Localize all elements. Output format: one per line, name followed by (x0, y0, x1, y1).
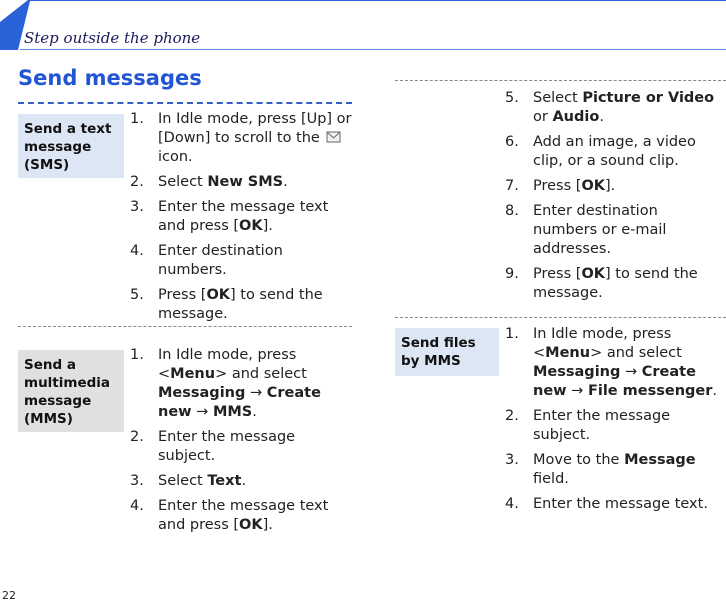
divider (18, 102, 352, 104)
list-item: 2. Enter the message subject. (130, 429, 296, 464)
page-number: 22 (2, 589, 16, 602)
list-item: 1. In Idle mode, press <Menu> and select Messaging → Create new → File messenger. (505, 326, 718, 399)
list-item: 5. Press [OK] to send the message. (130, 287, 323, 322)
mms-section-label: Send a multimedia message (MMS) (18, 350, 124, 432)
sms-section-label: Send a text message (SMS) (18, 114, 124, 178)
message-envelope-icon (326, 130, 342, 144)
list-item: 3. Move to the Message field. (505, 452, 696, 487)
mms-steps-continued (505, 89, 721, 309)
page-title: Send messages (18, 66, 202, 90)
sms-steps (130, 110, 352, 330)
list-item: 4. Enter the message text. (505, 496, 708, 512)
list-item: 3. Select Text. (130, 473, 247, 489)
list-item: 9. Press [OK] to send the message. (505, 266, 698, 301)
divider (395, 317, 726, 318)
mms-steps (130, 346, 352, 541)
files-steps (505, 325, 721, 520)
list-item: 3. Enter the message text and press [OK]. (130, 199, 329, 234)
list-item: 1. In Idle mode, press <Menu> and select Messaging → Create new → MMS. (130, 347, 321, 420)
list-item: 2. Enter the message subject. (505, 408, 671, 443)
divider (395, 80, 726, 81)
header-title: Step outside the phone (24, 29, 201, 47)
files-section-label: Send files by MMS (395, 328, 499, 376)
list-item: 1. In Idle mode, press [Up] or [Down] to scroll to the icon. (130, 111, 352, 165)
list-item: 4. Enter destination numbers. (130, 243, 283, 278)
list-item: 7. Press [OK]. (505, 178, 616, 194)
list-item: 5. Select Picture or Video or Audio. (505, 90, 715, 125)
list-item: 6. Add an image, a video clip, or a sound clip. (505, 134, 696, 169)
list-item: 4. Enter the message text and press [OK]. (130, 498, 329, 533)
list-item: 8. Enter destination numbers or e-mail addresses. (505, 203, 667, 257)
list-item: 2. Select New SMS. (130, 174, 288, 190)
